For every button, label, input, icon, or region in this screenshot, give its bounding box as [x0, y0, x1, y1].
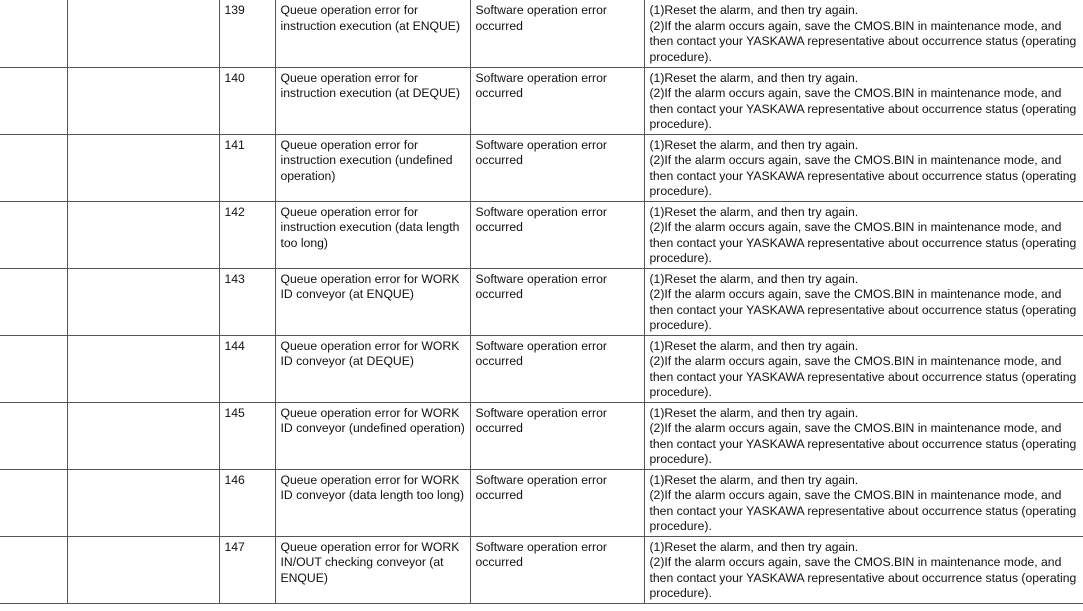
remedy-line: (2)If the alarm occurs again, save the CMOS.BIN in maintenance mode, and — [649, 153, 1062, 167]
table-row — [0, 201, 1083, 268]
cause-line: occurred — [475, 555, 523, 569]
remedy-line: (2)If the alarm occurs again, save the CMOS.BIN in maintenance mode, and — [649, 18, 1062, 33]
cause-cell — [470, 335, 644, 402]
alarm-name-cell — [67, 469, 219, 536]
meaning-cell — [275, 201, 470, 268]
meaning-line: Queue operation error for — [280, 204, 419, 219]
cause-cell — [470, 402, 644, 469]
cause-line: Software operation error — [475, 405, 607, 420]
alarm-number-cell — [0, 268, 67, 335]
sub-code-cell: 142 — [219, 201, 275, 268]
remedy-line: procedure). — [649, 452, 712, 466]
remedy-cell — [644, 469, 1083, 536]
table-row — [0, 335, 1083, 402]
cause-line: occurred — [475, 220, 523, 234]
remedy-line: (2)If the alarm occurs again, save the CMOS.BIN in maintenance mode, and — [649, 354, 1062, 368]
cause-cell — [470, 134, 644, 201]
remedy-cell — [644, 402, 1083, 469]
remedy-line: then contact your YASKAWA representative about occurrence status (operating — [649, 101, 1077, 116]
meaning-line: Queue operation error for — [280, 137, 419, 152]
meaning-cell — [275, 335, 470, 402]
remedy-line: (1)Reset the alarm, and then try again. — [649, 405, 859, 420]
remedy-line: procedure). — [649, 117, 712, 131]
remedy-cell — [644, 335, 1083, 402]
meaning-line: ID conveyor (at DEQUE) — [280, 354, 414, 368]
table-row — [0, 134, 1083, 201]
remedy-line: then contact your YASKAWA representative about occurrence status (operating — [649, 34, 1077, 48]
cause-cell — [470, 536, 644, 603]
alarm-name-cell — [67, 67, 219, 134]
alarm-number-cell — [0, 134, 67, 201]
meaning-line: Queue operation error for WORK — [280, 405, 460, 420]
remedy-line: (1)Reset the alarm, and then try again. — [649, 271, 859, 286]
cause-line: Software operation error — [475, 204, 607, 219]
alarm-name-cell — [67, 201, 219, 268]
remedy-line: procedure). — [649, 586, 712, 600]
meaning-line: ID conveyor (data length too long) — [280, 488, 465, 502]
remedy-line: (2)If the alarm occurs again, save the CMOS.BIN in maintenance mode, and — [649, 421, 1062, 435]
sub-code-cell: 145 — [219, 402, 275, 469]
meaning-line: Queue operation error for WORK — [280, 338, 460, 353]
cause-line: occurred — [475, 354, 523, 368]
cause-line: Software operation error — [475, 70, 607, 85]
remedy-line: (1)Reset the alarm, and then try again. — [649, 539, 859, 554]
remedy-line: (1)Reset the alarm, and then try again. — [649, 70, 859, 85]
cause-line: Software operation error — [475, 271, 607, 286]
remedy-cell — [644, 0, 1083, 67]
alarm-name-cell — [67, 402, 219, 469]
meaning-cell — [275, 469, 470, 536]
cause-cell — [470, 67, 644, 134]
remedy-line: then contact your YASKAWA representative about occurrence status (operating — [649, 369, 1077, 384]
cause-line: Software operation error — [475, 338, 607, 353]
alarm-number-cell — [0, 469, 67, 536]
sub-code-cell: 146 — [219, 469, 275, 536]
alarm-number-cell — [0, 67, 67, 134]
alarm-number-cell — [0, 536, 67, 603]
meaning-line: ID conveyor (at ENQUE) — [280, 287, 414, 301]
remedy-cell — [644, 134, 1083, 201]
remedy-line: procedure). — [649, 385, 712, 399]
cause-line: occurred — [475, 421, 523, 435]
sub-code-cell: 143 — [219, 268, 275, 335]
cause-line: Software operation error — [475, 539, 607, 554]
cause-cell — [470, 201, 644, 268]
meaning-line: instruction execution (at ENQUE) — [280, 18, 460, 33]
meaning-line: IN/OUT checking conveyor (at — [280, 555, 444, 569]
remedy-line: procedure). — [649, 184, 712, 198]
remedy-cell — [644, 268, 1083, 335]
cause-line: Software operation error — [475, 472, 607, 487]
meaning-cell — [275, 402, 470, 469]
cause-line: occurred — [475, 18, 523, 33]
cause-line: Software operation error — [475, 3, 607, 17]
remedy-cell — [644, 201, 1083, 268]
meaning-line: ID conveyor (undefined operation) — [280, 421, 465, 435]
alarm-name-cell — [67, 268, 219, 335]
remedy-line: then contact your YASKAWA representative about occurrence status (operating — [649, 503, 1077, 518]
meaning-cell — [275, 268, 470, 335]
cause-cell — [470, 268, 644, 335]
meaning-line: Queue operation error for — [280, 3, 419, 17]
sub-code-cell: 144 — [219, 335, 275, 402]
meaning-line: Queue operation error for WORK — [280, 271, 460, 286]
sub-code-cell: 147 — [219, 536, 275, 603]
cause-line: occurred — [475, 153, 523, 167]
remedy-line: (1)Reset the alarm, and then try again. — [649, 472, 859, 487]
meaning-line: ENQUE) — [280, 570, 328, 585]
remedy-line: (1)Reset the alarm, and then try again. — [649, 3, 859, 17]
remedy-line: procedure). — [649, 318, 712, 332]
meaning-line: operation) — [280, 168, 336, 183]
table-row — [0, 67, 1083, 134]
cause-line: occurred — [475, 287, 523, 301]
table-row — [0, 0, 1083, 67]
alarm-name-cell — [67, 335, 219, 402]
remedy-line: (2)If the alarm occurs again, save the CMOS.BIN in maintenance mode, and — [649, 488, 1062, 502]
remedy-cell — [644, 536, 1083, 603]
meaning-line: instruction execution (at DEQUE) — [280, 86, 460, 100]
remedy-line: then contact your YASKAWA representative about occurrence status (operating — [649, 235, 1077, 250]
alarm-name-cell — [67, 134, 219, 201]
meaning-line: instruction execution (undefined — [280, 153, 453, 167]
table-row — [0, 402, 1083, 469]
cause-line: Software operation error — [475, 137, 607, 152]
remedy-line: then contact your YASKAWA representative about occurrence status (operating — [649, 570, 1077, 585]
cause-line: occurred — [475, 488, 523, 502]
remedy-line: procedure). — [649, 49, 712, 64]
meaning-cell — [275, 0, 470, 67]
meaning-cell — [275, 67, 470, 134]
meaning-cell — [275, 536, 470, 603]
alarm-number-cell — [0, 0, 67, 67]
remedy-line: then contact your YASKAWA representative about occurrence status (operating — [649, 302, 1077, 317]
meaning-line: Queue operation error for — [280, 70, 419, 85]
meaning-line: too long) — [280, 235, 328, 250]
meaning-cell — [275, 134, 470, 201]
table-row — [0, 536, 1083, 603]
alarm-number-cell — [0, 402, 67, 469]
cause-line: occurred — [475, 86, 523, 100]
remedy-line: (2)If the alarm occurs again, save the CMOS.BIN in maintenance mode, and — [649, 220, 1062, 234]
cause-cell — [470, 469, 644, 536]
alarm-name-cell — [67, 536, 219, 603]
table-row — [0, 469, 1083, 536]
remedy-line: procedure). — [649, 251, 712, 265]
remedy-line: procedure). — [649, 519, 712, 533]
alarm-number-cell — [0, 335, 67, 402]
sub-code-cell: 141 — [219, 134, 275, 201]
meaning-line: Queue operation error for WORK — [280, 472, 460, 487]
remedy-cell — [644, 67, 1083, 134]
remedy-line: (1)Reset the alarm, and then try again. — [649, 204, 859, 219]
remedy-line: (2)If the alarm occurs again, save the CMOS.BIN in maintenance mode, and — [649, 555, 1062, 569]
remedy-line: then contact your YASKAWA representative about occurrence status (operating — [649, 436, 1077, 451]
remedy-line: (1)Reset the alarm, and then try again. — [649, 338, 859, 353]
remedy-line: (1)Reset the alarm, and then try again. — [649, 137, 859, 152]
meaning-line: Queue operation error for WORK — [280, 539, 460, 554]
cause-cell — [470, 0, 644, 67]
sub-code-cell: 140 — [219, 67, 275, 134]
table-row — [0, 268, 1083, 335]
remedy-line: then contact your YASKAWA representative about occurrence status (operating — [649, 168, 1077, 183]
remedy-line: (2)If the alarm occurs again, save the CMOS.BIN in maintenance mode, and — [649, 287, 1062, 301]
remedy-line: (2)If the alarm occurs again, save the CMOS.BIN in maintenance mode, and — [649, 86, 1062, 100]
alarm-number-cell — [0, 201, 67, 268]
meaning-line: instruction execution (data length — [280, 220, 460, 234]
sub-code-cell: 139 — [219, 0, 275, 67]
alarm-name-cell — [67, 0, 219, 67]
